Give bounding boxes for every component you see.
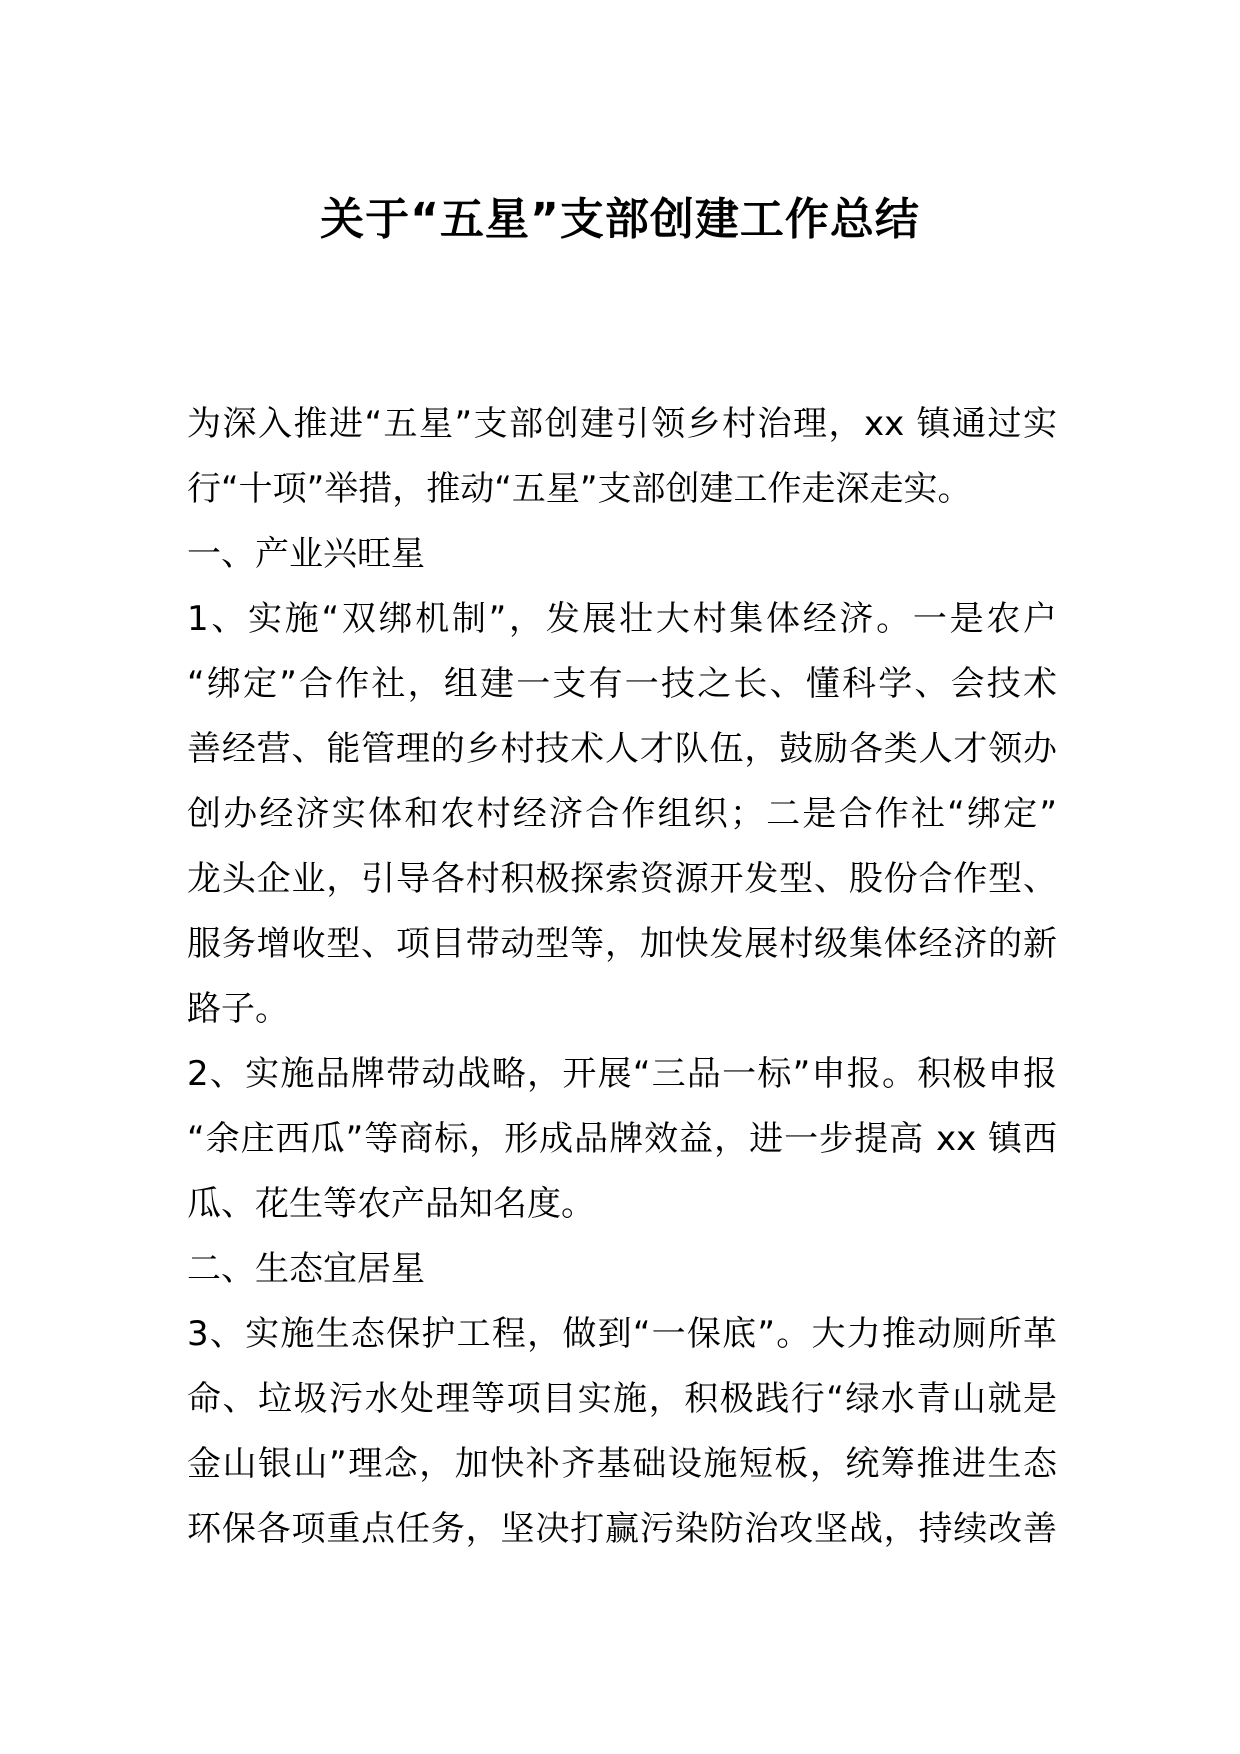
- document-body: [187, 392, 1057, 1562]
- paragraph-line: 服务增收型、项目带动型等，加快发展村级集体经济的新: [187, 924, 1057, 964]
- paragraph-line: 为深入推进“五星”支部创建引领乡村治理，xx 镇通过实: [187, 404, 1057, 444]
- paragraph-line: 2、实施品牌带动战略，开展“三品一标”申报。积极申报: [187, 1054, 1057, 1094]
- paragraph-line: 1、实施“双绑机制”，发展壮大村集体经济。一是农户: [187, 599, 1057, 639]
- paragraph-line: 善经营、能管理的乡村技术人才队伍，鼓励各类人才领办: [187, 729, 1057, 769]
- section-heading: 一、产业兴旺星: [187, 534, 425, 574]
- paragraph-line: 龙头企业，引导各村积极探索资源开发型、股份合作型、: [187, 859, 1057, 899]
- paragraph-line: “余庄西瓜”等商标，形成品牌效益，进一步提高 xx 镇西: [187, 1119, 1057, 1159]
- paragraph-line: 创办经济实体和农村经济合作组织；二是合作社“绑定”: [187, 794, 1057, 834]
- paragraph-line: 路子。: [187, 989, 289, 1029]
- paragraph-line: 3、实施生态保护工程，做到“一保底”。大力推动厕所革: [187, 1314, 1057, 1354]
- paragraph-line: 命、垃圾污水处理等项目实施，积极践行“绿水青山就是: [187, 1379, 1057, 1419]
- paragraph-line: “绑定”合作社，组建一支有一技之长、懂科学、会技术: [187, 664, 1057, 704]
- paragraph-line: 瓜、花生等农产品知名度。: [187, 1184, 595, 1224]
- paragraph-line: 环保各项重点任务，坚决打赢污染防治攻坚战，持续改善: [187, 1509, 1057, 1549]
- paragraph-line: 金山银山”理念，加快补齐基础设施短板，统筹推进生态: [187, 1444, 1057, 1484]
- document-title: 关于“五星”支部创建工作总结: [320, 194, 920, 245]
- section-heading: 二、生态宜居星: [187, 1249, 425, 1289]
- paragraph-line: 行“十项”举措，推动“五星”支部创建工作走深走实。: [187, 469, 972, 509]
